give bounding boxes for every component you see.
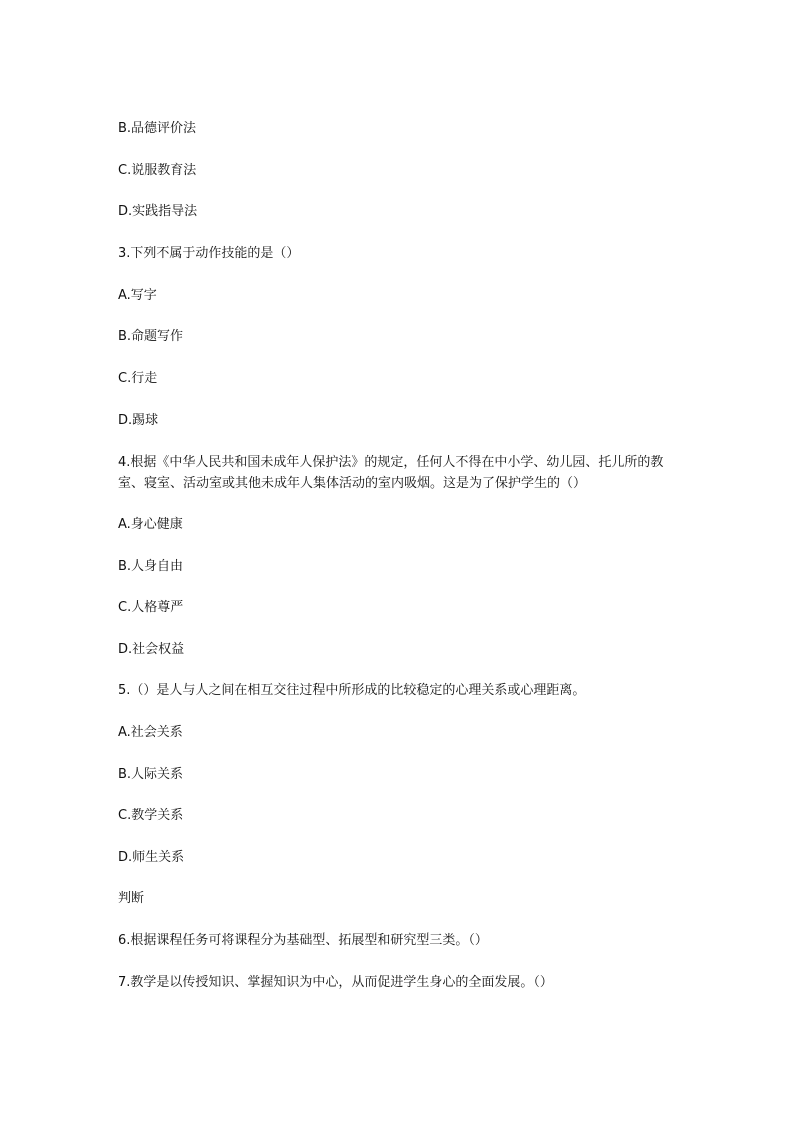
- question-5: 5.（）是人与人之间在相互交往过程中所形成的比较稳定的心理关系或心理距离。: [118, 683, 586, 698]
- option-d-practice-guidance: D.实践指导法: [118, 204, 198, 219]
- question-4: 4.根据《中华人民共和国未成年人保护法》的规定，任何人不得在中小学、幼儿园、托儿所的教室、寝室、活动室或其他未成年人集体活动的室内吸烟。这是为了保护学生的（）: [118, 455, 664, 491]
- q5-option-b: B.人际关系: [118, 767, 184, 782]
- option-b-moral-evaluation: B.品德评价法: [118, 121, 197, 136]
- q4-option-d: D.社会权益: [118, 642, 185, 657]
- question-6: 6.根据课程任务可将课程分为基础型、拓展型和研究型三类。（）: [118, 933, 488, 948]
- q4-option-c: C.人格尊严: [118, 600, 184, 615]
- q5-option-a: A.社会关系: [118, 725, 183, 740]
- question-3: 3.下列不属于动作技能的是（）: [118, 246, 300, 261]
- q3-option-c: C.行走: [118, 371, 158, 386]
- q5-option-d: D.师生关系: [118, 850, 185, 865]
- q5-option-c: C.教学关系: [118, 808, 184, 823]
- q4-option-b: B.人身自由: [118, 559, 184, 574]
- option-c-persuasion: C.说服教育法: [118, 163, 197, 178]
- question-7: 7.教学是以传授知识、掌握知识为中心，从而促进学生身心的全面发展。（）: [118, 975, 553, 990]
- q3-option-d: D.踢球: [118, 413, 159, 428]
- q4-option-a: A.身心健康: [118, 517, 183, 532]
- q3-option-b: B.命题写作: [118, 329, 184, 344]
- q3-option-a: A.写字: [118, 288, 157, 303]
- section-heading-judgment: 判断: [118, 891, 145, 906]
